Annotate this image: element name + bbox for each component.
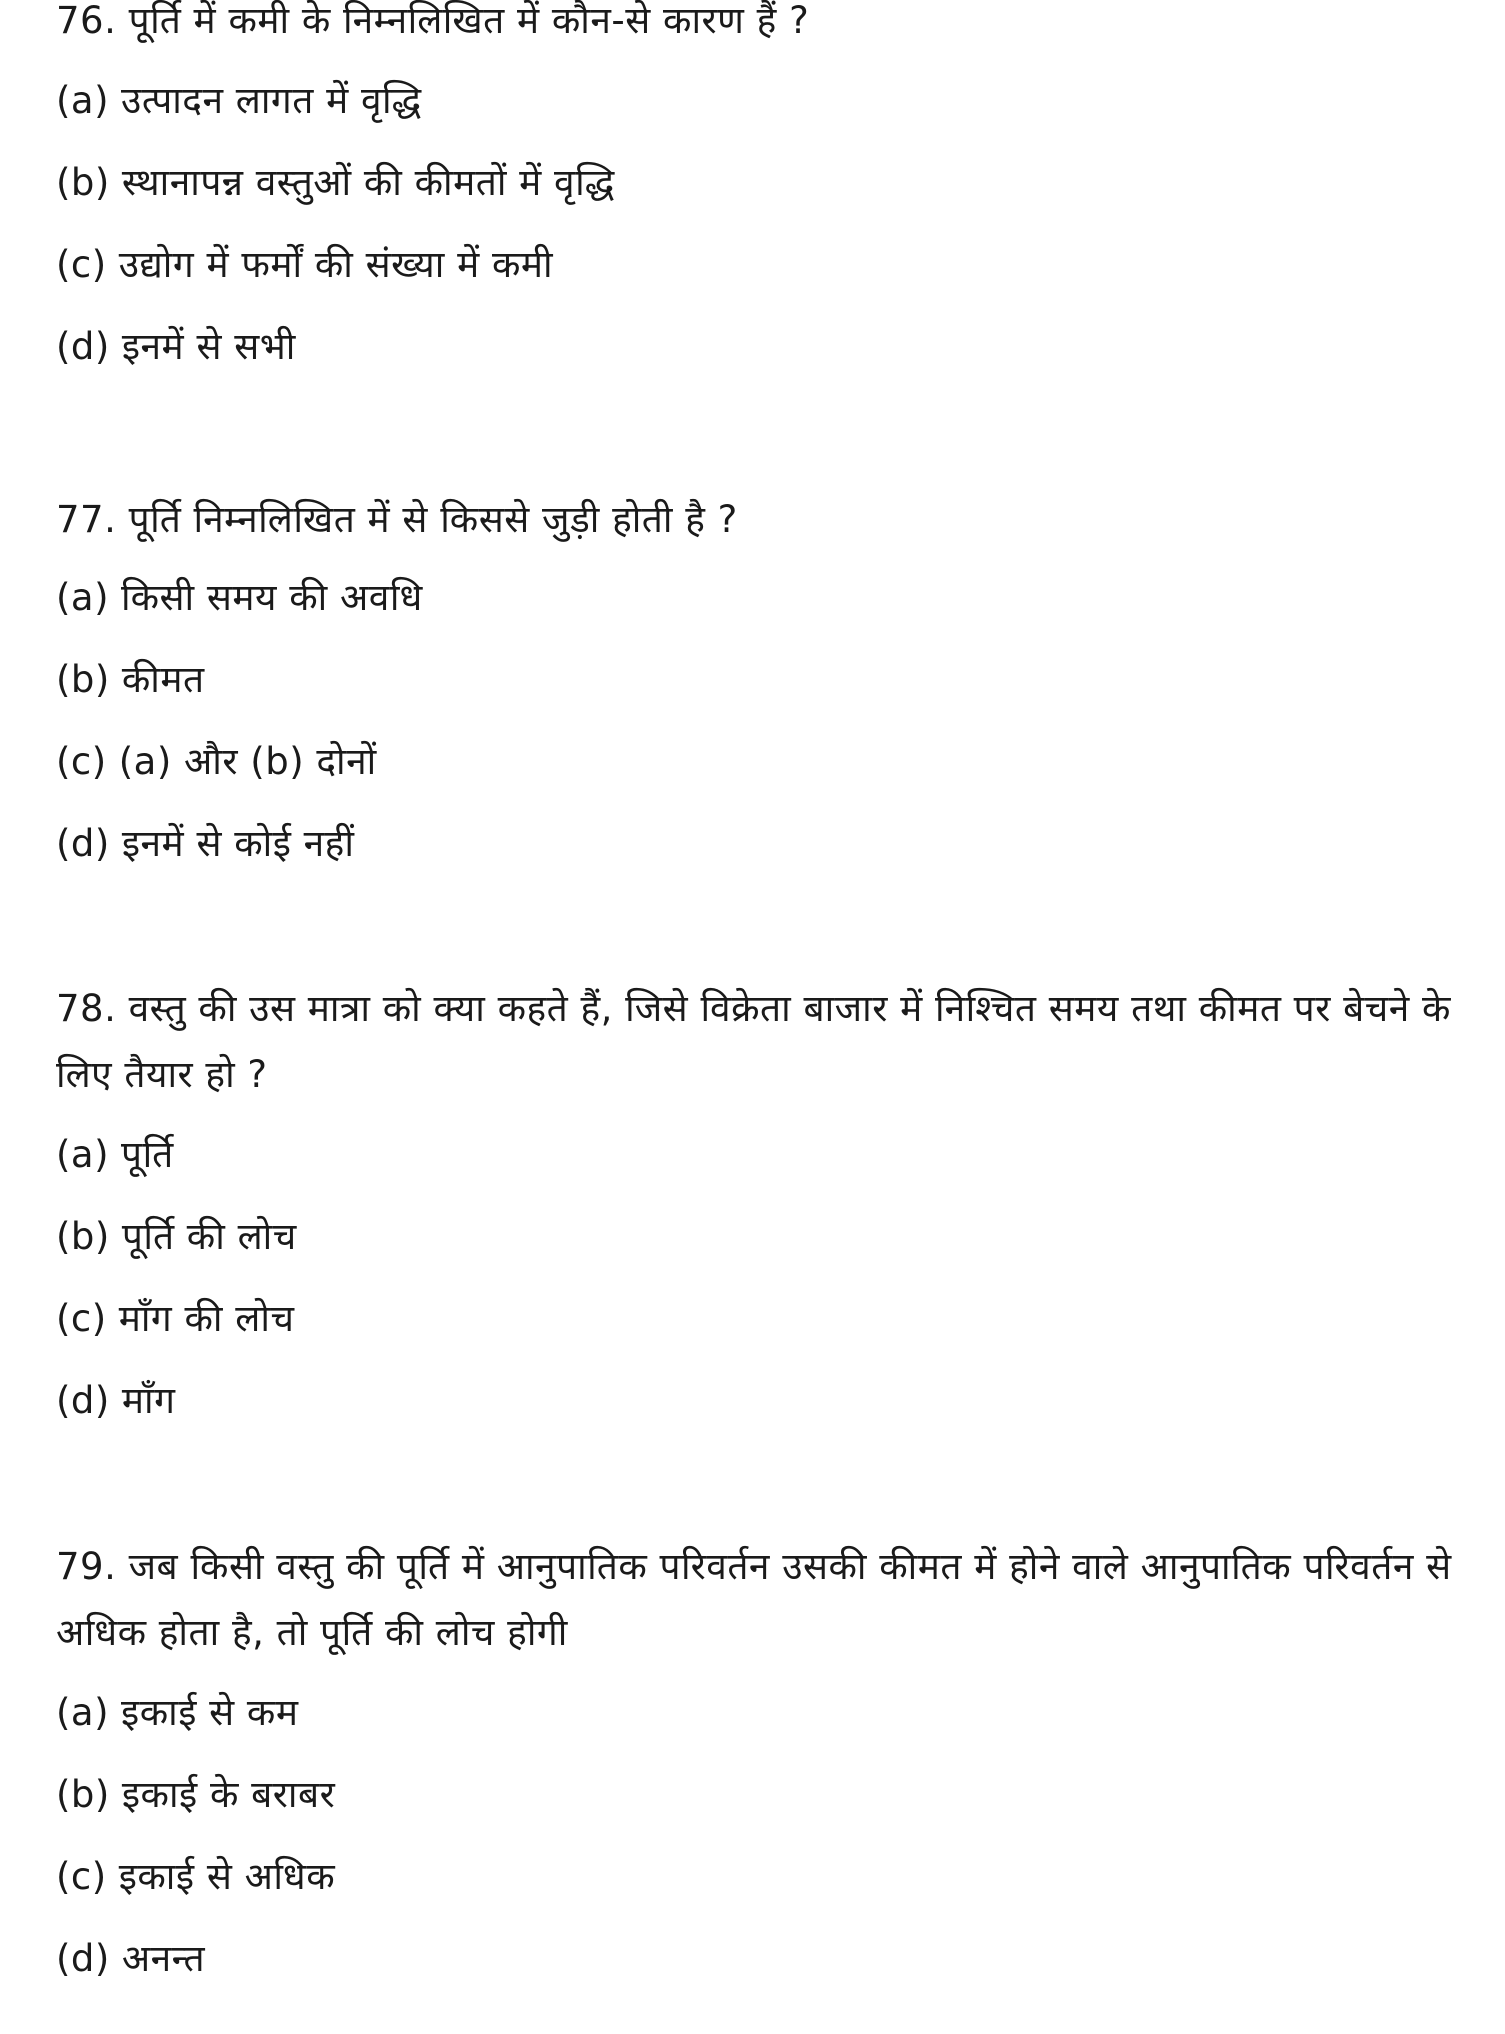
option-label: (d) [56, 1379, 110, 1422]
question-79-option-b [56, 1770, 335, 1820]
question-77-text: 77. पूर्ति निम्नलिखित में से किससे जुड़ी होती है ? [56, 498, 738, 541]
question-78-option-d [56, 1376, 175, 1426]
question-78-option-b [56, 1212, 297, 1262]
option-label: (c) [56, 1855, 107, 1898]
option-text: उद्योग में फर्मों की संख्या में कमी [118, 243, 554, 286]
question-79-text: 79. जब किसी वस्तु की पूर्ति में आनुपातिक परिवर्तन उसकी कीमत में होने वाले आनुपातिक परिवर्तन से अधिक होता है, तो पूर्ति की लोच होगी [56, 1545, 1452, 1654]
question-76-option-b [56, 158, 615, 208]
option-label: (a) [56, 576, 110, 619]
option-label: (d) [56, 822, 110, 865]
option-text: इकाई से कम [121, 1691, 299, 1734]
question-76-option-c [56, 240, 553, 290]
option-text: स्थानापन्न वस्तुओं की कीमतों में वृद्धि [121, 161, 615, 204]
option-text: उत्पादन लागत में वृद्धि [121, 79, 422, 122]
option-text: पूर्ति [121, 1133, 174, 1176]
question-79-option-d [56, 1934, 205, 1984]
question-77-option-a [56, 573, 423, 623]
option-text: इकाई के बराबर [121, 1773, 336, 1816]
option-text: इनमें से कोई नहीं [121, 822, 355, 865]
option-label: (a) [56, 1691, 110, 1734]
option-label: (c) [56, 740, 107, 783]
option-text: (a) और (b) दोनों [118, 740, 377, 783]
question-76-option-a [56, 76, 422, 126]
option-label: (d) [56, 325, 110, 368]
option-label: (b) [56, 1215, 110, 1258]
question-78-text: 78. वस्तु की उस मात्रा को क्या कहते हैं, जिसे विक्रेता बाजार में निश्चित समय तथा कीमत पर बेचने के लिए तैयार हो ? [56, 987, 1451, 1096]
question-79-option-c [56, 1852, 335, 1902]
option-text: माँग [121, 1379, 176, 1422]
question-79-option-a [56, 1688, 298, 1738]
option-text: कीमत [121, 658, 205, 701]
option-label: (b) [56, 161, 110, 204]
option-label: (b) [56, 658, 110, 701]
option-text: इकाई से अधिक [118, 1855, 336, 1898]
option-text: पूर्ति की लोच [121, 1215, 297, 1258]
question-76-option-d [56, 322, 296, 372]
option-label: (a) [56, 79, 110, 122]
question-77-option-b [56, 655, 205, 705]
question-77-option-d [56, 819, 354, 869]
option-label: (c) [56, 1297, 107, 1340]
option-text: अनन्त [121, 1937, 206, 1980]
question-78-option-c [56, 1294, 294, 1344]
option-label: (b) [56, 1773, 110, 1816]
option-label: (c) [56, 243, 107, 286]
question-76-text: 76. पूर्ति में कमी के निम्नलिखित में कौन-से कारण हैं ? [56, 0, 810, 42]
option-text: किसी समय की अवधि [121, 576, 423, 619]
option-text: माँग की लोच [118, 1297, 295, 1340]
option-label: (a) [56, 1133, 110, 1176]
option-label: (d) [56, 1937, 110, 1980]
question-77-option-c [56, 737, 377, 787]
option-text: इनमें से सभी [121, 325, 296, 368]
question-78-option-a [56, 1130, 174, 1180]
